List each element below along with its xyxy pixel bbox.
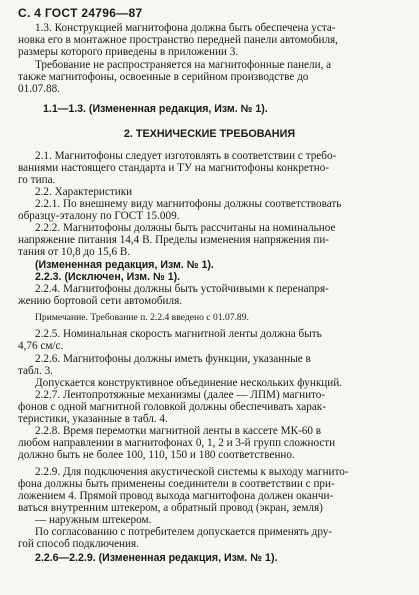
note-line: Примечание. Требование п. 2.2.4 введено с 01.07.89. bbox=[35, 312, 249, 323]
amendment-note: (Измененная редакция, Изм. № 1). bbox=[35, 259, 214, 271]
text-line: напряжение питания 14,4 В. Пределы изменения напряжения пи- bbox=[18, 234, 330, 246]
section-heading: 2. ТЕХНИЧЕСКИЕ ТРЕБОВАНИЯ bbox=[123, 128, 296, 140]
text-line: размеры которого приведены в приложении 3. bbox=[18, 46, 239, 58]
text-line: ваться внутренним штекером, а обратный провод (экран, земля) bbox=[18, 502, 323, 514]
page-header: С. 4 ГОСТ 24796—87 bbox=[18, 6, 143, 20]
text-line: гой способ подключения. bbox=[18, 538, 139, 550]
text-line: образцу-эталону по ГОСТ 15.009. bbox=[18, 210, 180, 222]
text-line: 2.2.9. Для подключения акустической системы к выходу магнито- bbox=[35, 466, 349, 478]
text-line: также магнитофоны, освоенные в серийном производстве до bbox=[18, 71, 309, 83]
text-line: 2.1. Магнитофоны следует изготовлять в соответствии с требо- bbox=[35, 150, 337, 162]
text-line: любом направлении в магнитофонах 0, 1, 2 и 3-й групп сложности bbox=[18, 437, 336, 449]
text-line: 1.3. Конструкцией магнитофона должна быть обеспечена уста- bbox=[35, 22, 336, 34]
text-line: должно быть не более 100, 110, 150 и 180 соответственно. bbox=[18, 449, 295, 461]
text-line: 2.2.8. Время перемотки магнитной ленты в кассете МК-60 в bbox=[35, 425, 322, 437]
text-line: 2.2.6. Магнитофоны должны иметь функции, указанные в bbox=[35, 353, 311, 365]
text-line: ваниями настоящего стандарта и ТУ на магнитофоны конкретно- bbox=[18, 162, 330, 174]
text-line: фона должны быть применены соединители в соответствии с при- bbox=[18, 478, 335, 490]
text-line: 2.2.2. Магнитофоны должны быть рассчитаны на номинальное bbox=[35, 222, 336, 234]
text-line: Требование не распространяется на магнитофонные панели, а bbox=[35, 59, 332, 71]
text-line: 2.2.4. Магнитофоны должны быть устойчивыми к перенапря- bbox=[35, 283, 329, 295]
text-line: 2.2. Характеристики bbox=[35, 186, 133, 198]
amendment-note: 2.2.6—2.2.9. (Измененная редакция, Изм. № 1). bbox=[35, 552, 278, 564]
text-line: го типа. bbox=[18, 174, 56, 186]
text-line: 4,76 см/с. bbox=[18, 340, 64, 352]
text-line: тания от 10,8 до 15,6 В. bbox=[18, 246, 131, 258]
text-line: По согласованию с потребителем допускается применять дру- bbox=[35, 526, 333, 538]
text-line: новка его в монтажное пространство передней панели автомобиля, bbox=[18, 34, 338, 46]
text-line: 2.2.7. Лентопротяжные механизмы (далее — ЛПМ) магнито- bbox=[35, 389, 326, 401]
text-line: — наружным штекером. bbox=[35, 514, 152, 526]
text-line: 2.2.1. По внешнему виду магнитофоны должны соответствовать bbox=[35, 198, 342, 210]
text-line: 2.2.5. Номинальная скорость магнитной ленты должна быть bbox=[35, 328, 322, 340]
text-line: фонов с одной магнитной головкой должны обеспечивать харак- bbox=[18, 401, 326, 413]
text-line: Допускается конструктивное объединение нескольких функций. bbox=[35, 377, 343, 389]
text-line: табл. 3. bbox=[18, 365, 53, 377]
amendment-note: 1.1—1.3. (Измененная редакция, Изм. № 1). bbox=[43, 103, 268, 115]
text-line: ложением 4. Прямой провод выхода магнитофона должен оканчи- bbox=[18, 490, 334, 502]
text-line: жению бортовой сети автомобиля. bbox=[18, 295, 183, 307]
amendment-note: 2.2.3. (Исключен, Изм. № 1). bbox=[35, 271, 181, 283]
text-line: теристики, указанные в табл. 4. bbox=[18, 413, 168, 425]
text-line: 01.07.88. bbox=[18, 83, 60, 95]
